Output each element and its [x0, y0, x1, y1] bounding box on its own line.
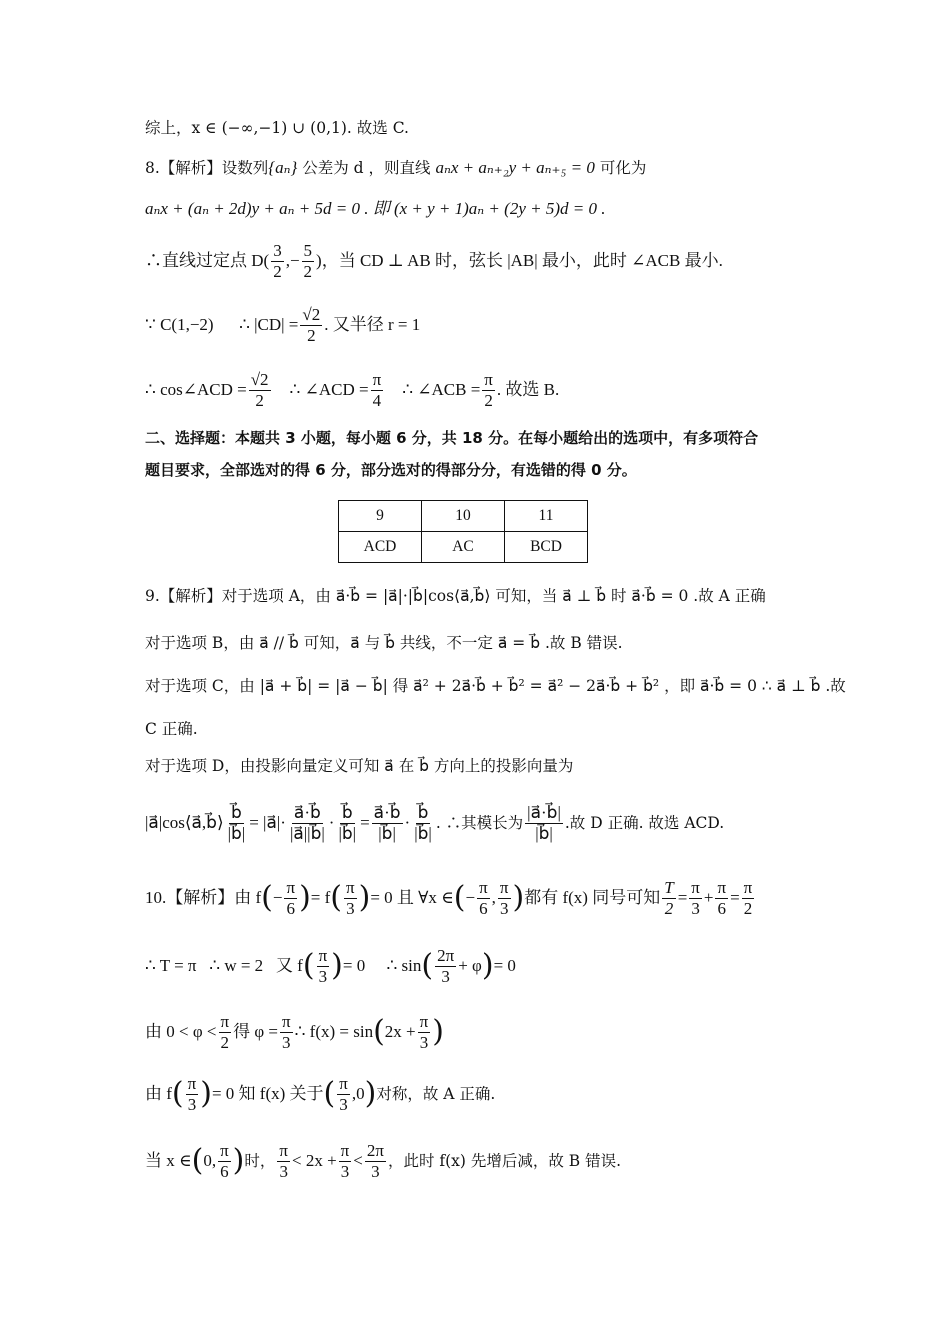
problem-8-angle: ∴ cos∠ACD = $\frac{√2}{2}$ ∴ ∠ACD = $\frac{\pi}{4}$ ∴ ∠ACB = $\frac{\pi}{2}$ . 故选 B. [145, 369, 560, 410]
fraction: $\frac{|a⃗\cdot b⃗|}{|b⃗|}$ [527, 802, 561, 843]
fraction: $\frac{\pi}{3}$ [340, 1140, 350, 1181]
fraction: $\frac{5}{2}$ [303, 240, 313, 281]
fraction: $\frac{2\pi}{3}$ [437, 945, 455, 986]
fraction: $\frac{a⃗\cdot b⃗}{|b⃗|}$ [373, 802, 401, 843]
problem-9-option-c: 对于选项 C，由 |a⃗ + b⃗| = |a⃗ − b⃗| 得 a⃗² + 2a⃗·b⃗ + b⃗² = a⃗² − 2a⃗·b⃗ + b⃗² ，即 a⃗·b⃗ = 0 ∴ a⃗ ⊥ b⃗ .故 [145, 677, 846, 695]
problem-8-intro: 8.【解析】设数列{aₙ} 公差为 d ，则直线 aₙx + aₙ₊₂y + aₙ₊₅ = 0 可化为 [145, 158, 647, 177]
problem-10-line-5: 当 x ∈ ( 0, $\frac{\pi}{6}$ ) 时， $\frac{\pi}{3}$ < 2x + $\frac{\pi}{3}$ < $\frac{2\pi}{3}$ ，此时 f(x) 先增后减，故 B 错误. [145, 1140, 622, 1181]
section-heading-line-1: 二、选择题：本题共 3 小题，每小题 6 分，共 18 分。在每小题给出的选项中，有多项符合 [145, 429, 759, 447]
fraction: $\frac{b⃗}{|b⃗|}$ [338, 802, 357, 843]
fraction: $\frac{a⃗\cdot b⃗}{|a⃗||b⃗|}$ [289, 802, 325, 843]
problem-10-line-2: ∴ T = π ∴ w = 2 又 f ( $\frac{\pi}{3}$ ) = 0 ∴ sin ( $\frac{2\pi}{3}$ + φ ) = 0 [145, 945, 516, 986]
table-cell: AC [422, 532, 505, 563]
table-cell: BCD [505, 532, 588, 563]
table-header-cell: 10 [422, 501, 505, 532]
problem-9-option-b: 对于选项 B，由 a⃗ // b⃗ 可知，a⃗ 与 b⃗ 共线，不一定 a⃗ = b⃗ .故 B 错误. [145, 634, 623, 652]
fraction: $\frac{\pi}{2}$ [220, 1011, 230, 1052]
answer-table [338, 500, 588, 563]
fraction: $\frac{\pi}{2}$ [743, 877, 753, 918]
fraction: $\frac{2\pi}{3}$ [366, 1140, 384, 1181]
conclusion-line [145, 117, 815, 139]
fraction: $\frac{\pi}{3}$ [282, 1011, 291, 1052]
fraction: $\frac{\pi}{3}$ [339, 1073, 348, 1114]
fraction: $\frac{\pi}{6}$ [220, 1140, 229, 1181]
problem-9-option-c-cont: C 正确. [145, 720, 198, 738]
problem-9-projection: |a⃗|cos⟨a⃗,b⃗⟩ $\frac{b⃗}{|b⃗|}$ = |a⃗|· $\frac{a⃗\cdot b⃗}{|a⃗||b⃗|}$ · $\frac{b⃗}{|b⃗|}$ = $\frac{a⃗\cdot b⃗}{|b⃗|}$ · $\frac{b⃗}{|b⃗|}$ . ∴其模长为 $\frac{|a⃗\cdot b⃗|}{|b⃗|}$ .故 D 正确. 故选 ACD. [145, 802, 725, 843]
fraction: $\frac{b⃗}{|b⃗|}$ [414, 802, 432, 843]
fraction: $\frac{\pi}{3}$ [187, 1073, 197, 1114]
fraction: $\frac{√2}{2}$ [250, 369, 269, 410]
fraction: $\frac{\pi}{6}$ [717, 877, 727, 918]
fraction: $\frac{\pi}{3}$ [499, 877, 509, 918]
table-header-cell: 11 [505, 501, 588, 532]
fraction: $\frac{\pi}{4}$ [372, 369, 382, 410]
table-header-cell: 9 [339, 501, 422, 532]
fraction: $\frac{\pi}{2}$ [484, 369, 493, 410]
problem-8-fixed-point: ∴直线过定点 D( $\frac{3}{2}$ ,− $\frac{5}{2}$ )，当 CD ⊥ AB 时，弦长 |AB| 最小，此时 ∠ACB 最小. [145, 240, 723, 281]
problem-9-option-d: 对于选项 D，由投影向量定义可知 a⃗ 在 b⃗ 方向上的投影向量为 [145, 757, 574, 775]
problem-10-line-4: 由 f ( $\frac{\pi}{3}$ ) = 0 知 f(x) 关于 ( $\frac{\pi}{3}$ ,0 ) 对称，故 A 正确. [145, 1073, 496, 1114]
fraction: $\frac{b⃗}{|b⃗|}$ [227, 802, 246, 843]
fraction: $\frac{\pi}{3}$ [419, 1011, 429, 1052]
fraction: $\frac{\pi}{6}$ [286, 877, 296, 918]
fraction: $\frac{\pi}{3}$ [279, 1140, 288, 1181]
fraction: $\frac{T}{2}$ [664, 877, 674, 918]
table-cell: ACD [339, 532, 422, 563]
conclusion-text: 综上，x ∈ (−∞,−1) ∪ (0,1). 故选 C. [145, 119, 409, 137]
problem-10-line-3: 由 0 < φ < $\frac{\pi}{2}$ 得 φ = $\frac{\pi}{3}$ ∴ f(x) = sin ( 2x + $\frac{\pi}{3}$ ) [145, 1011, 444, 1052]
problem-9-option-a: 9.【解析】对于选项 A，由 a⃗·b⃗ = |a⃗|·|b⃗|cos⟨a⃗,b⃗⟩ 可知，当 a⃗ ⊥ b⃗ 时 a⃗·b⃗ = 0 .故 A 正确 [145, 587, 766, 605]
problem-10-line-1: 10.【解析】由 f ( − $\frac{\pi}{6}$ ) = f ( $\frac{\pi}{3}$ ) = 0 且 ∀x ∈ ( − $\frac{\pi}{6}$ , $\frac{\pi}{3}$ ) 都有 f(x) 同号可知 $\frac{T}{2}$ = $\frac{\pi}{3}$ + $\frac{\pi}{6}$ = $\frac{\pi}{2}$ [145, 877, 753, 918]
table-row [339, 532, 588, 563]
fraction: $\frac{\pi}{3}$ [318, 945, 328, 986]
table-row [339, 501, 588, 532]
fraction: $\frac{3}{2}$ [273, 240, 282, 281]
fraction: $\frac{\pi}{3}$ [691, 877, 700, 918]
fraction: $\frac{√2}{2}$ [302, 304, 321, 345]
fraction: $\frac{\pi}{6}$ [479, 877, 488, 918]
fraction: $\frac{\pi}{3}$ [346, 877, 355, 918]
problem-8-cd-length: ∵ C(1,−2) ∴ |CD| = $\frac{√2}{2}$ . 又半径 r = 1 [145, 304, 421, 345]
section-heading-line-2: 题目要求，全部选对的得 6 分，部分选对的得部分分，有选错的得 0 分。 [145, 461, 637, 479]
problem-8-equation: aₙx + (aₙ + 2d)y + aₙ + 5d = 0 . 即 (x + y + 1)aₙ + (2y + 5)d = 0 . [145, 199, 606, 218]
